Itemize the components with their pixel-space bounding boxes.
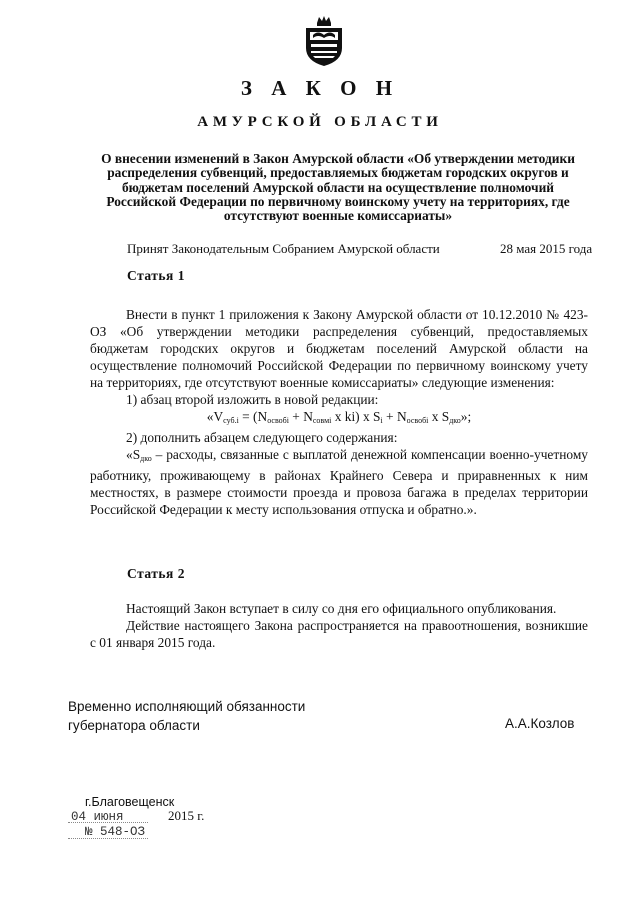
- signing-year: 2015 г.: [168, 808, 205, 823]
- article-2-paragraph-1: Настоящий Закон вступает в силу со дня его официального опубликования.: [126, 601, 557, 616]
- article-1-paragraph-2: 1) абзац второй изложить в новой редакции:: [126, 392, 379, 407]
- law-heading: О внесении изменений в Закон Амурской области «Об утверждении методики распределения субвенций, предоставляемых бюджетам городских округов и бюджетам поселений Амурской области на осуществление полномочий Российской Федерации по первичному воинскому учету на территориях, где отсутствуют военные комиссариаты»: [101, 151, 575, 224]
- signatory-position-line-1: Временно исполняющий обязанности: [68, 699, 306, 714]
- article-1-paragraph-4: «$S_{дко}$ – расходы, связанные с выплатой денежной компенсации военно-учетному работнику, проживающему в районах Крайнего Севера и приравненных к ним местностях, в размере стоимости проезда и провоза багажа в пределах территории Российской Федерации к месту использования отпуска и обратно.».: [90, 447, 588, 517]
- formula: «$V_{суб.i} = (N_{освобi} + N_{совмi}$ х ki) х $S_i + N_{освобi}$ х $S_{дко}$»;: [206, 409, 472, 425]
- article-1-paragraph-1: Внести в пункт 1 приложения к Закону Амурской области от 10.12.2010 № 423-ОЗ «Об утверждении методики распределения субвенций, предоставляемых бюджетам городских округов и бюджетам поселений Амурской области на осуществление полномочий Российской Федерации по первичному воинскому учету на территориях, где отсутствуют военные комиссариаты» следующие изменения:: [90, 307, 588, 390]
- signatory-position: [68, 697, 305, 735]
- article-2-paragraph-2: Действие настоящего Закона распространяется на правоотношения, возникшие с 01 января 2015 года.: [90, 618, 588, 650]
- adoption-statement: Принят Законодательным Собранием Амурской области: [127, 241, 440, 256]
- article-2-body: [90, 600, 588, 651]
- number-underline: [68, 838, 148, 839]
- amur-region-coat-of-arms-icon: [303, 14, 345, 68]
- signing-date: 04 июня: [71, 810, 124, 824]
- adoption-date: 28 мая 2015 года: [500, 241, 593, 256]
- article-1-paragraph-3: 2) дополнить абзацем следующего содержания:: [126, 430, 398, 445]
- article-1-body: [90, 306, 588, 518]
- article-2-title: Статья 2: [127, 566, 185, 581]
- law-number: № 548-ОЗ: [85, 825, 146, 839]
- region-title: АМУРСКОЙ ОБЛАСТИ: [197, 114, 443, 130]
- article-1-title: Статья 1: [127, 268, 185, 283]
- signatory-name: А.А.Козлов: [505, 716, 575, 731]
- document-type-title: З А К О Н: [240, 76, 400, 100]
- place-of-signing: г.Благовещенск: [85, 795, 175, 809]
- signatory-position-line-2: губернатора области: [68, 718, 200, 733]
- date-underline: [68, 822, 148, 823]
